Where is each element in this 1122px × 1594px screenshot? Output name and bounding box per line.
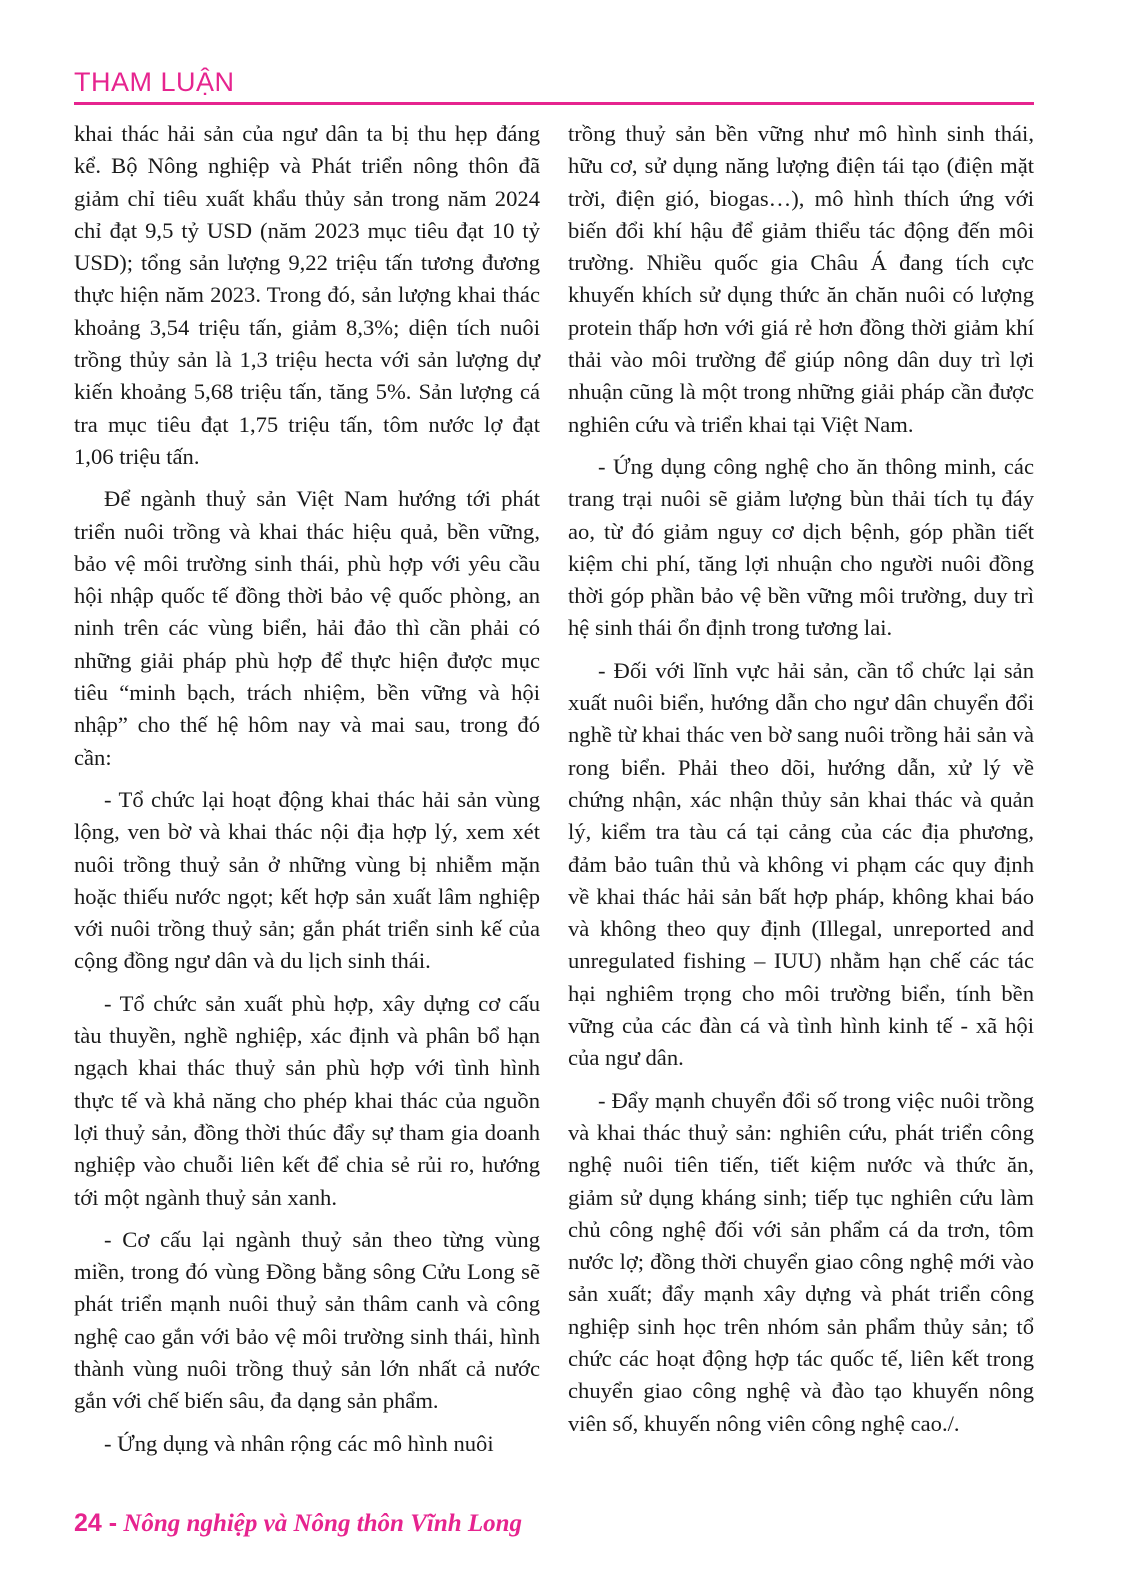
header-rule	[74, 102, 1034, 105]
magazine-title: Nông nghiệp và Nông thôn Vĩnh Long	[123, 1510, 523, 1537]
paragraph: - Ứng dụng và nhân rộng các mô hình nuôi	[104, 1430, 494, 1456]
paragraph: - Tổ chức sản xuất phù hợp, xây dựng cơ cấu tàu thuyền, nghề nghiệp, xác định và phân bổ hạn ngạch khai thác thuỷ sản phù hợp với tình hình thực tế và khả năng cho phép khai thác của nguồn lợi thuỷ sản, đồng thời thúc đẩy sự tham gia doanh nghiệp vào chuỗi liên kết để chia sẻ rủi ro, hướng tới một ngành thuỷ sản xanh.	[74, 990, 540, 1210]
paragraph: - Cơ cấu lại ngành thuỷ sản theo từng vùng miền, trong đó vùng Đồng bằng sông Cửu Long sẽ phát triển mạnh nuôi thuỷ sản thâm canh và công nghệ cao gắn với bảo vệ môi trường sinh thái, hình thành vùng nuôi trồng thuỷ sản lớn nhất cả nước gắn với chế biến sâu, đa dạng sản phẩm.	[74, 1226, 540, 1414]
paragraph: - Đối với lĩnh vực hải sản, cần tổ chức lại sản xuất nuôi biển, hướng dẫn cho ngư dân chuyển đổi nghề từ khai thác ven bờ sang nuôi trồng hải sản và rong biển. Phải theo dõi, hướng dẫn, xử lý về chứng nhận, xác nhận thủy sản khai thác và quản lý, kiểm tra tàu cá tại cảng của các địa phương, đảm bảo tuân thủ và không vi phạm các quy định về khai thác hải sản bất hợp pháp, không khai báo và không theo quy định (Illegal, unreported and unregulated fishing – IUU) nhằm hạn chế các tác hại nghiêm trọng cho môi trường biển, tính bền vững của các đàn cá và tình hình kinh tế - xã hội của ngư dân.	[568, 657, 1034, 1071]
paragraph: - Tổ chức lại hoạt động khai thác hải sản vùng lộng, ven bờ và khai thác nội địa hợp lý, xem xét nuôi trồng thuỷ sản ở những vùng bị nhiễm mặn hoặc thiếu nước ngọt; kết hợp sản xuất lâm nghiệp với nuôi trồng thuỷ sản; gắn phát triển sinh kế của cộng đồng ngư dân và du lịch sinh thái.	[74, 786, 540, 974]
paragraph: Để ngành thuỷ sản Việt Nam hướng tới phát triển nuôi trồng và khai thác hiệu quả, bền vững, bảo vệ môi trường sinh thái, phù hợp với yêu cầu hội nhập quốc tế đồng thời bảo vệ quốc phòng, an ninh trên các vùng biển, hải đảo thì cần phải có những giải pháp phù hợp để thực hiện được mục tiêu “minh bạch, trách nhiệm, bền vững và hội nhập” cho thế hệ hôm nay và mai sau, trong đó cần:	[74, 486, 540, 770]
left-column	[74, 118, 540, 1470]
paragraph: - Đẩy mạnh chuyển đổi số trong việc nuôi trồng và khai thác thuỷ sản: nghiên cứu, phát triển công nghệ nuôi tiên tiến, tiết kiệm nước và thức ăn, giảm sử dụng kháng sinh; tiếp tục nghiên cứu làm chủ công nghệ đối với sản phẩm cá da trơn, tôm nước lợ; đồng thời chuyển giao công nghệ mới vào sản xuất; đẩy mạnh xây dựng và phát triển công nghiệp sinh học trên nhóm sản phẩm thủy sản; tổ chức các hoạt động hợp tác quốc tế, liên kết trong chuyển giao công nghệ và đào tạo khuyến nông viên số, khuyến nông viên công nghệ cao./.	[568, 1087, 1034, 1436]
section-label: THAM LUẬN	[74, 67, 235, 97]
page-footer	[74, 1508, 522, 1539]
paragraph: khai thác hải sản của ngư dân ta bị thu hẹp đáng kể. Bộ Nông nghiệp và Phát triển nông thôn đã giảm chỉ tiêu xuất khẩu thủy sản trong năm 2024 chỉ đạt 9,5 tỷ USD (năm 2023 mục tiêu đạt 10 tỷ USD); tổng sản lượng 9,22 triệu tấn tương đương thực hiện năm 2023. Trong đó, sản lượng khai thác khoảng 3,54 triệu tấn, giảm 8,3%; diện tích nuôi trồng thủy sản là 1,3 triệu hecta với sản lượng dự kiến khoảng 5,68 triệu tấn, tăng 5%. Sản lượng cá tra mục tiêu đạt 1,75 triệu tấn, tôm nước lợ đạt 1,06 triệu tấn.	[74, 121, 540, 469]
paragraph: trồng thuỷ sản bền vững như mô hình sinh thái, hữu cơ, sử dụng năng lượng điện tái tạo (điện mặt trời, điện gió, biogas…), mô hình thích ứng với biến đổi khí hậu để giảm thiểu tác động đến môi trường. Nhiều quốc gia Châu Á đang tích cực khuyến khích sử dụng thức ăn chăn nuôi có lượng protein thấp hơn với giá rẻ hơn đồng thời giảm khí thải vào môi trường để giúp nông dân duy trì lợi nhuận cũng là một trong những giải pháp cần được nghiên cứu và triển khai tại Việt Nam.	[568, 121, 1034, 437]
page-header	[74, 66, 1034, 98]
paragraph: - Ứng dụng công nghệ cho ăn thông minh, các trang trại nuôi sẽ giảm lượng bùn thải tích tụ đáy ao, từ đó giảm nguy cơ dịch bệnh, góp phần tiết kiệm chi phí, tăng lợi nhuận cho người nuôi đồng thời góp phần bảo vệ bền vững môi trường, duy trì hệ sinh thái ổn định trong tương lai.	[568, 453, 1034, 641]
right-column	[568, 118, 1034, 1450]
page-number: 24 -	[74, 1509, 118, 1537]
